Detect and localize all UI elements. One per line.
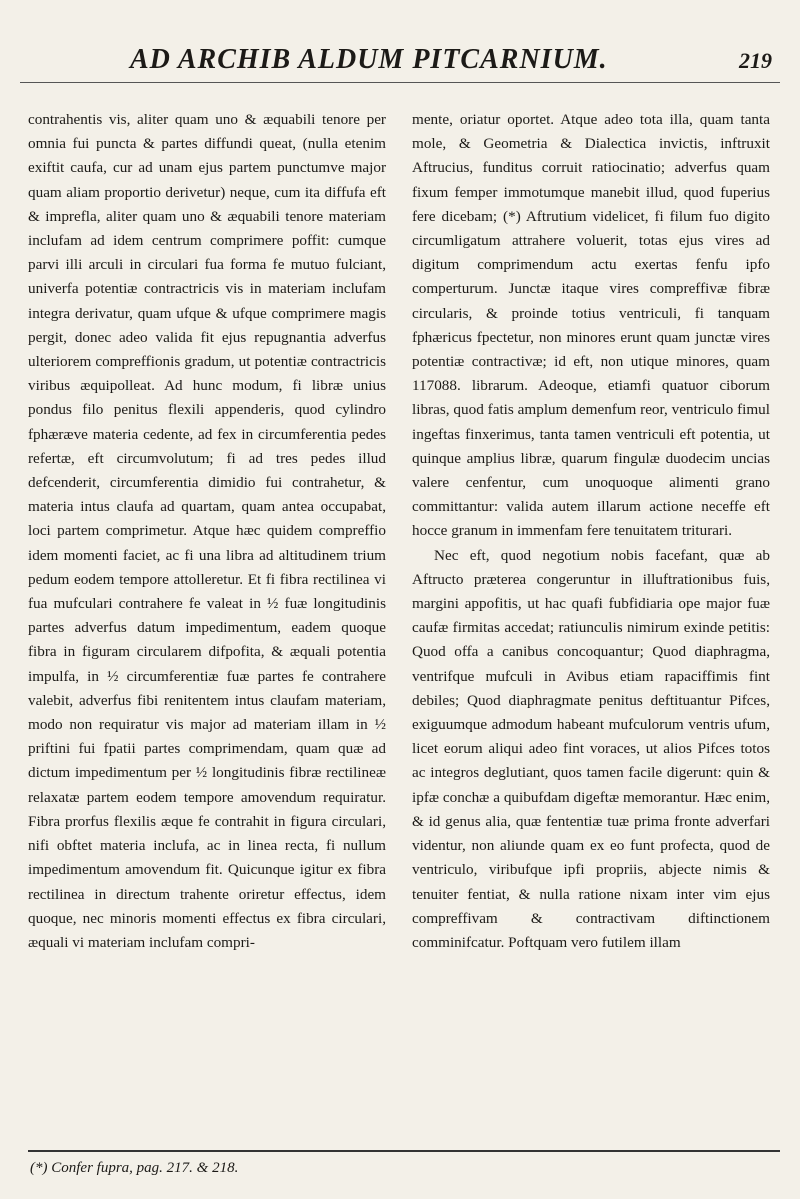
left-column [28,108,386,955]
right-paragraph-1: mente, oriatur oportet. Atque adeo tota illa, quam tanta mole, & Geometria & Dialectica invictis, inftruxit Aftrucius, funditus corruit ratiocinatio; adverfus quam fixum femper immotumque manebit illud, quod fuperius fere dicebam; (*) Aftrutium videlicet, fi filum fuo digito circumligatum attrahere voluerit, totas ejus vires ad digitum comprimendum actu exertas fenfu ipfo comperturum. Junctæ itaque vires compreffivæ fibræ circularis, & proinde totius ventriculi, fi tanquam fphæricus fpectetur, non minores erunt quam junctæ vires potentiæ contractivæ; id eft, non utique minores, quam 117088. librarum. Adeoque, etiamfi quatuor ciborum libras, quod fatis amplum demenfum reor, ventriculo fimul ingeftas finxerimus, tanta tamen ventriculi eft potentia, ut quinque amplius libræ, quarum fingulæ duodecim uncias valere cenfentur, cum unoquoque alimenti grano committantur: valida autem illarum actione neceffe eft hocce granum in immenfam fere tenuitatem triturari. [412,111,770,540]
running-title: AD ARCHIB ALDUM PITCARNIUM. [130,44,608,75]
right-column [412,108,770,955]
text-columns [28,108,780,1128]
footnote-rule [28,1150,780,1152]
page-header [20,40,780,90]
page-number: 219 [739,48,772,73]
footnote: (*) Confer fupra, pag. 217. & 218. [30,1160,239,1176]
left-paragraph-1: contrahentis vis, aliter quam uno & æquabili tenore per omnia fui puncta & partes diffundi queat, (nulla etenim exiftit caufa, cur ad unam ejus partem punctumve major quam aliam proportio derivetur) neque, cum ita diffufa eft & imprefla, aliter quam uno & æquabili tenore materiam inclufam ad idem centrum comprimere poffit: cumque parvi illi arculi in circulari fua forma fe mutuo fulciant, univerfa potentiæ contractricis vis in materiam inclufam integra derivatur, quam ufque & ufque comprimere magis pergit, donec adeo valida fit ejus repugnantia adverfus ulteriorem compreffionis gradum, ut potentiæ contractricis viribus æquipolleat. Ad hunc modum, fi libræ unius pondus filo penitus flexili appenderis, quod cylindro fphæræve materia cedente, ad fex in circumferentia pedes refertæ, eft circumvolutum; fi ad tres pedes illud defcenderit, circumferentia dimidio fui contrahetur, & materia intus claufa ad quartam, quam antea occupabat, loci partem comprimetur. Atque hæc quidem compreffio idem momenti faciet, ac fi una libra ad altitudinem trium pedum eodem tempore attolleretur. Et fi fibra rectilinea vi fua mufculari contrahere fe valeat in ½ fuæ longitudinis partes adverfus datum impedimentum, eadem quoque fibra in figuram circularem difpofita, & æquali potentia impulfa, in ½ circumferentiæ fuæ partes fe contrahere valebit, adverfus fibi renitentem intus claufam materiam, modo non requiratur vis major ad materiam illam in ½ priftini fui fpatii partes comprimendam, quam quæ ad dictum impedimentum per ½ longitudinis fibræ rectilineæ relaxatæ partem eodem tempore amovendum requiratur. Fibra prorfus flexilis æque fe contrahit in figura circulari, nifi obftet materia inclufa, ac in linea recta, fi nullum impedimentum amovendum fit. Quicunque igitur ex fibra rectilinea in directum trahente oriretur effectus, idem quoque, nec minoris momenti effectus ex fibra circulari, æquali vi materiam inclufam compri- [28,111,386,951]
right-paragraph-2: Nec eft, quod negotium nobis facefant, quæ ab Aftructo præterea congeruntur in illuftrationibus fuis, margini appofitis, ut hac quafi fubfidiaria ope major fuæ caufæ firmitas accedat; ratiunculis nimirum exinde petitis: Quod offa a canibus concoquantur; Quod diaphragma, ventrifque mufculi in Avibus etiam rapaciffimis fint debiles; Quod diaphragmate penitus deftituantur Pifces, exiguumque admodum habeant mufculorum ventris ufum, licet eorum aliqui adeo fint voraces, ut alios Pifces totos ac integros deglutiant, quos tamen facile digerunt: quin & ipfæ conchæ a quibufdam digeftæ memorantur. Hæc enim, & id genus alia, quæ fententiæ tuæ prima fronte adverfari videntur, non aliunde quam ex eo funt profecta, quod de ventriculo, viribufque ipfi propriis, abjecte nimis & tenuiter fentiat, & nulla ratione nixam inter vim ejus compreffivam & contractivam diftinctionem comminifcatur. Poftquam vero futilem illam [412,546,770,951]
header-rule [20,82,780,83]
